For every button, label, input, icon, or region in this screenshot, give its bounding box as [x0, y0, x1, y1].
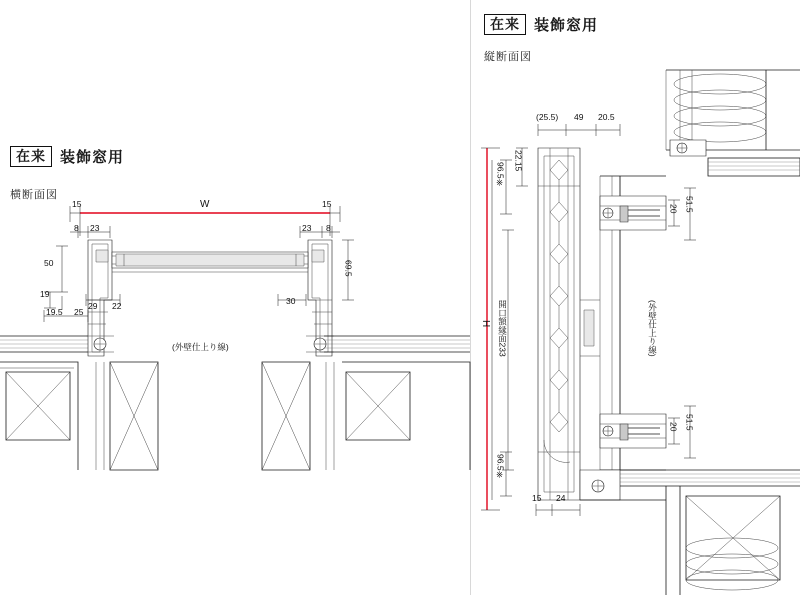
right-tag-box: 在来 — [484, 14, 526, 35]
left-inner-note: (外壁仕上り線) — [172, 342, 229, 352]
dim-right-69-5: 69.5 — [343, 260, 354, 277]
left-subtitle: 横断面図 — [10, 189, 58, 201]
right-inner-note: (外壁仕上り線) — [647, 300, 658, 357]
dim-top-right-edge: 15 — [322, 199, 332, 209]
dim-96-5-top: 96.5※ — [495, 162, 506, 189]
dim-clear-opening: 開口額縁面233 — [497, 300, 508, 357]
dim-left-29: 29 — [88, 301, 98, 311]
dim-overall-width: W — [200, 199, 210, 210]
dim-top-25-5: (25.5) — [536, 112, 559, 122]
dim-bottom-24: 24 — [556, 493, 566, 503]
right-subtitle: 縦断面図 — [484, 51, 532, 63]
dim-left-19-5: 19.5 — [46, 307, 63, 317]
dim-96-5-bottom: 96.5※ — [495, 454, 506, 481]
dim-right-b: 23 — [302, 223, 312, 233]
right-drawing — [470, 0, 800, 595]
dim-left-19: 19 — [40, 289, 50, 299]
left-title: 装飾窓用 — [60, 149, 125, 166]
dim-overall-height: H — [480, 320, 491, 328]
dim-left-a: 8 — [74, 223, 79, 233]
dim-top-49: 49 — [574, 112, 584, 122]
dim-left-50: 50 — [44, 258, 54, 268]
dim-right-a: 8 — [326, 223, 331, 233]
right-panel-vertical-section — [470, 0, 800, 595]
dim-right-30: 30 — [286, 296, 296, 306]
dim-51-5-top: 51.5 — [684, 196, 695, 213]
dim-22-15: 22.15 — [513, 150, 524, 172]
dim-left-22: 22 — [112, 301, 122, 311]
dim-20-bottom: 20 — [668, 422, 679, 432]
right-title: 装飾窓用 — [534, 17, 599, 34]
dim-top-20-5: 20.5 — [598, 112, 615, 122]
dim-left-b: 23 — [90, 223, 100, 233]
dim-left-25: 25 — [74, 307, 84, 317]
dim-20-top: 20 — [668, 204, 679, 214]
left-tag-box: 在来 — [10, 146, 52, 167]
dim-top-left-edge: 15 — [72, 199, 82, 209]
dim-51-5-bottom: 51.5 — [684, 414, 695, 431]
dim-bottom-15: 15 — [532, 493, 542, 503]
